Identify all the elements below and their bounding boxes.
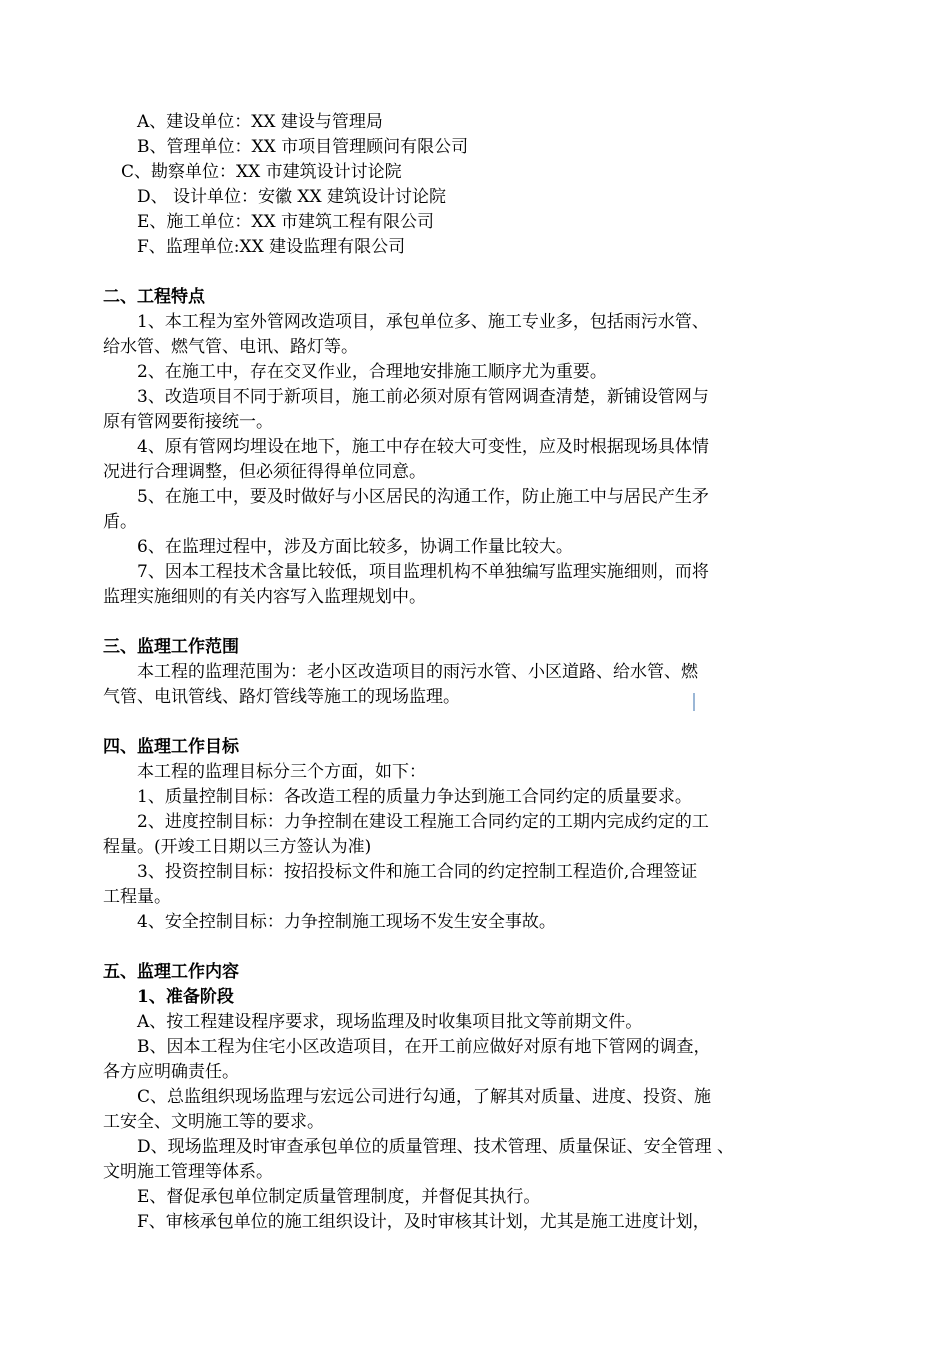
paragraph-line: 给水管、燃气管、电讯、路灯等。 xyxy=(103,337,358,357)
paragraph-line: 况进行合理调整，但必须征得得单位同意。 xyxy=(103,462,426,482)
paragraph-line: D、现场监理及时审查承包单位的质量管理、技术管理、质量保证、安全管理 、 xyxy=(137,1137,735,1157)
paragraph-line: 监理实施细则的有关内容写入监理规划中。 xyxy=(103,587,426,607)
paragraph-line: F、审核承包单位的施工组织设计，及时审核其计划，尤其是施工进度计划， xyxy=(137,1212,710,1232)
paragraph-line: 本工程的监理范围为：老小区改造项目的雨污水管、小区道路、给水管、燃 xyxy=(137,662,698,682)
section-heading-objectives: 四、监理工作目标 xyxy=(103,737,239,757)
paragraph-line: 6、在监理过程中，涉及方面比较多，协调工作量比较大。 xyxy=(137,537,573,557)
paragraph-line: 原有管网要衔接统一。 xyxy=(103,412,273,432)
section-heading-content: 五、监理工作内容 xyxy=(103,962,239,982)
paragraph-line: C、总监组织现场监理与宏远公司进行勾通，了解其对质量、进度、投资、施 xyxy=(137,1087,712,1107)
unit-line-d: D、 设计单位：安徽 XX 建筑设计讨论院 xyxy=(137,187,447,207)
paragraph-line: 4、安全控制目标：力争控制施工现场不发生安全事故。 xyxy=(137,912,556,932)
paragraph-line: 2、在施工中，存在交叉作业，合理地安排施工顺序尤为重要。 xyxy=(137,362,607,382)
unit-line-a: A、建设单位：XX 建设与管理局 xyxy=(137,112,383,132)
paragraph-line: 本工程的监理目标分三个方面，如下： xyxy=(137,762,426,782)
section-heading-features: 二、工程特点 xyxy=(103,287,205,307)
paragraph-line: 3、投资控制目标：按招投标文件和施工合同的约定控制工程造价,合理签证 xyxy=(137,862,698,882)
text-cursor-mark xyxy=(693,693,695,711)
paragraph-line: 工安全、文明施工等的要求。 xyxy=(103,1112,324,1132)
paragraph-line: 1、质量控制目标：各改造工程的质量力争达到施工合同约定的质量要求。 xyxy=(137,787,692,807)
paragraph-line: 2、进度控制目标：力争控制在建设工程施工合同约定的工期内完成约定的工 xyxy=(137,812,709,832)
paragraph-line: 气管、电讯管线、路灯管线等施工的现场监理。 xyxy=(103,687,460,707)
unit-line-b: B、管理单位：XX 市项目管理顾问有限公司 xyxy=(137,137,469,157)
unit-line-e: E、施工单位：XX 市建筑工程有限公司 xyxy=(137,212,435,232)
paragraph-line: 1、本工程为室外管网改造项目，承包单位多、施工专业多，包括雨污水管、 xyxy=(137,312,709,332)
paragraph-line: 7、因本工程技术含量比较低，项目监理机构不单独编写监理实施细则，而将 xyxy=(137,562,709,582)
paragraph-line: 5、在施工中，要及时做好与小区居民的沟通工作，防止施工中与居民产生矛 xyxy=(137,487,709,507)
paragraph-line: 文明施工管理等体系。 xyxy=(103,1162,273,1182)
paragraph-line: 4、原有管网均埋设在地下，施工中存在较大可变性，应及时根据现场具体情 xyxy=(137,437,709,457)
sub-heading-preparation: 1、准备阶段 xyxy=(137,987,234,1007)
paragraph-line: E、督促承包单位制定质量管理制度，并督促其执行。 xyxy=(137,1187,541,1207)
paragraph-line: 工程量。 xyxy=(103,887,171,907)
paragraph-line: 3、改造项目不同于新项目，施工前必须对原有管网调查清楚，新铺设管网与 xyxy=(137,387,709,407)
paragraph-line: 程量。(开竣工日期以三方签认为准) xyxy=(103,837,372,857)
section-heading-scope: 三、监理工作范围 xyxy=(103,637,239,657)
unit-line-f: F、监理单位:XX 建设监理有限公司 xyxy=(137,237,406,257)
unit-line-c: C、勘察单位：XX 市建筑设计讨论院 xyxy=(121,162,402,182)
paragraph-line: 盾。 xyxy=(103,512,137,532)
paragraph-line: 各方应明确责任。 xyxy=(103,1062,239,1082)
paragraph-line: B、因本工程为住宅小区改造项目，在开工前应做好对原有地下管网的调查， xyxy=(137,1037,711,1057)
paragraph-line: A、按工程建设程序要求，现场监理及时收集项目批文等前期文件。 xyxy=(137,1012,643,1032)
